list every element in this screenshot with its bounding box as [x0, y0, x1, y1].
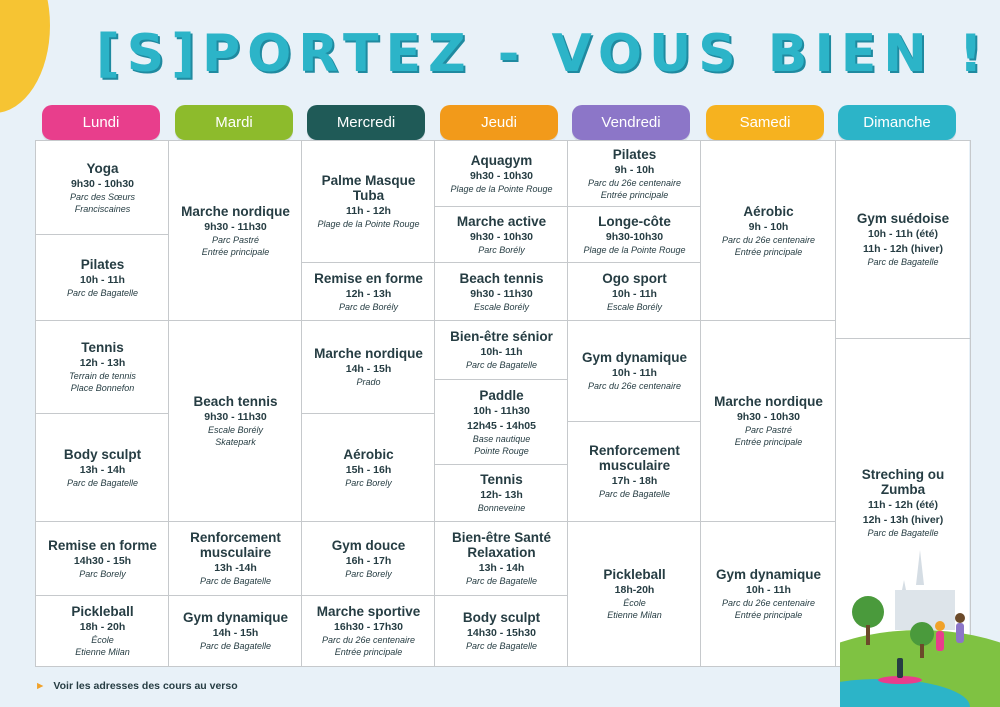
activity-location: Parc du 26e centenaire: [721, 234, 816, 245]
tab-samedi: Samedi: [706, 105, 824, 140]
tab-dimanche: Dimanche: [838, 105, 956, 140]
activity-location: Escale Borély: [473, 301, 530, 312]
tab-mercredi: Mercredi: [307, 105, 425, 140]
column-mercredi: [301, 140, 435, 667]
park-illustration: [840, 527, 1000, 707]
activity-location: Pointe Rouge: [474, 445, 529, 456]
activity-location: Parc des Sœurs: [69, 191, 136, 202]
activity-name: Renforcement musculaire: [190, 530, 281, 560]
activity-cell: [302, 321, 435, 414]
activity-location: Entrée principale: [600, 189, 669, 200]
activity-name: Tennis: [480, 472, 523, 487]
activity-location: Parc du 26e centenaire: [721, 598, 816, 608]
activity-time: 14h30 - 15h30: [467, 627, 536, 639]
activity-name: Yoga: [86, 160, 119, 176]
activity-location: Entrée principale: [734, 610, 803, 620]
schedule-grid: [35, 140, 969, 667]
footer-note: [35, 680, 238, 692]
activity-cell: [568, 321, 701, 422]
activity-time: 9h30-10h30: [605, 230, 664, 243]
activity-location: Parc du 26e centenaire: [587, 177, 682, 188]
activity-time: 10h - 11h: [612, 367, 657, 379]
column-samedi: [700, 140, 836, 667]
activity-cell: [36, 414, 169, 522]
activity-name: Beach tennis: [193, 394, 278, 409]
activity-name: Gym dynamique: [715, 567, 822, 582]
activity-location: Parc de Bagatelle: [465, 360, 538, 370]
activity-location: Parc du 26e centenaire: [587, 381, 682, 391]
activity-name: Aérobic: [343, 446, 394, 462]
page-title: [S]PORTEZ - VOUS BIEN !: [96, 24, 990, 84]
tab-mardi: Mardi: [175, 105, 293, 140]
activity-time: 11h - 12h: [346, 205, 391, 217]
activity-name: Gym dynamique: [182, 610, 289, 625]
activity-location: Entrée principale: [201, 246, 270, 257]
activity-location: Parc Borely: [345, 477, 392, 488]
activity-name: Pilates: [612, 146, 657, 162]
activity-time: 14h - 15h: [345, 363, 392, 375]
activity-cell: [568, 207, 701, 263]
activity-location: Entrée principale: [334, 647, 403, 657]
activity-name: Pickleball: [71, 604, 134, 619]
activity-location: Etienne Milan: [607, 610, 662, 620]
activity-name: Renforcement musculaire: [589, 443, 680, 473]
activity-name: Marche nordique: [314, 346, 423, 361]
activity-name: Pickleball: [603, 567, 666, 582]
activity-time: 12h45 - 14h05: [467, 419, 536, 432]
activity-name: Body sculpt: [462, 610, 541, 625]
column-jeudi: [434, 140, 568, 667]
activity-location: Place Bonnefon: [70, 383, 135, 393]
activity-time: 9h30 - 11h30: [204, 220, 267, 233]
activity-name: Gym dynamique: [581, 350, 688, 365]
activity-name: Streching ou Zumba: [861, 466, 945, 497]
sun-decoration: [0, 0, 50, 113]
activity-name: Bien-être sénior: [450, 329, 553, 344]
activity-cell: [435, 321, 568, 380]
activity-cell: [36, 235, 169, 321]
activity-time: 12h - 13h (hiver): [862, 513, 944, 526]
activity-time: 17h - 18h: [611, 475, 658, 487]
activity-time: 9h30 - 10h30: [736, 411, 801, 423]
activity-time: 13h - 14h: [478, 562, 525, 574]
activity-cell: [568, 263, 701, 321]
activity-location: Entrée principale: [734, 246, 803, 257]
column-lundi: [35, 140, 169, 667]
activity-time: 11h - 12h (été): [867, 498, 939, 511]
activity-name: Marche active: [456, 213, 547, 229]
activity-cell: [36, 140, 169, 235]
activity-cell: [435, 596, 568, 667]
activity-name: Body sculpt: [63, 446, 142, 462]
arrow-right-icon: ►: [35, 680, 46, 692]
activity-cell: [169, 321, 302, 522]
activity-time: 13h - 14h: [79, 463, 126, 476]
activity-cell: [568, 140, 701, 207]
activity-name: Gym suédoise: [856, 211, 950, 226]
activity-time: 10h - 11h: [746, 584, 791, 596]
activity-time: 15h - 16h: [345, 463, 392, 476]
activity-location: Entrée principale: [734, 437, 803, 447]
activity-name: Tennis: [81, 340, 124, 355]
column-mardi: [168, 140, 302, 667]
activity-name: Remise en forme: [314, 270, 423, 286]
activity-cell: [169, 522, 302, 596]
activity-location: Parc de Bagatelle: [867, 257, 939, 267]
activity-name: Longe-côte: [598, 213, 671, 229]
activity-name: Palme Masque Tuba: [321, 173, 416, 203]
activity-time: 11h - 12h (hiver): [863, 243, 943, 255]
activity-location: Parc du 26e centenaire: [321, 635, 416, 645]
activity-location: Parc de Bagatelle: [598, 489, 671, 499]
activity-cell: [435, 207, 568, 263]
activity-cell: [302, 263, 435, 321]
activity-location: Bonneveine: [477, 503, 526, 513]
activity-time: 12h - 13h: [79, 357, 126, 369]
activity-cell: [435, 465, 568, 522]
activity-location: Parc Pastré: [211, 234, 260, 245]
activity-location: Parc Pastré: [744, 425, 793, 435]
activity-time: 9h30 - 10h30: [469, 230, 534, 243]
activity-name: Remise en forme: [48, 537, 157, 553]
activity-location: Parc de Borély: [338, 301, 399, 312]
tab-lundi: Lundi: [42, 105, 160, 140]
activity-cell: [435, 522, 568, 596]
activity-location: Plage de la Pointe Rouge: [583, 244, 686, 255]
activity-time: 9h - 10h: [614, 163, 655, 176]
activity-cell: [701, 321, 836, 522]
activity-cell: [701, 522, 836, 667]
activity-location: Parc de Bagatelle: [199, 641, 272, 651]
activity-time: 10h - 11h (été): [867, 228, 939, 240]
activity-cell: [836, 140, 970, 339]
activity-cell: [568, 522, 701, 667]
activity-time: 16h30 - 17h30: [334, 621, 403, 633]
activity-time: 9h30 - 11h30: [204, 411, 267, 423]
activity-time: 16h - 17h: [345, 554, 392, 567]
activity-cell: [435, 263, 568, 321]
activity-time: 12h- 13h: [480, 489, 523, 501]
activity-time: 9h30 - 10h30: [70, 177, 135, 190]
activity-cell: [36, 321, 169, 414]
activity-location: Parc Borély: [478, 244, 525, 255]
activity-time: 18h-20h: [614, 584, 655, 596]
activity-location: Skatepark: [215, 437, 256, 447]
activity-name: Marche nordique: [181, 203, 290, 219]
activity-location: Parc Borely: [79, 568, 126, 579]
activity-location: Parc de Bagatelle: [199, 576, 272, 586]
activity-cell: [36, 522, 169, 596]
activity-time: 14h30 - 15h: [73, 554, 132, 567]
activity-time: 10h- 11h: [480, 346, 523, 358]
activity-location: Terrain de tennis: [69, 371, 136, 381]
activity-name: Bien-être Santé Relaxation: [451, 530, 552, 560]
activity-cell: [302, 522, 435, 596]
activity-name: Aérobic: [743, 203, 794, 219]
activity-location: École: [91, 635, 114, 645]
activity-time: 18h - 20h: [79, 621, 126, 633]
activity-location: Parc de Bagatelle: [66, 287, 139, 298]
activity-location: Parc de Bagatelle: [465, 576, 538, 586]
activity-location: Escale Borély: [207, 425, 264, 435]
activity-location: Plage de la Pointe Rouge: [450, 183, 553, 194]
footer-text: Voir les adresses des cours au verso: [53, 680, 238, 692]
activity-cell: [169, 596, 302, 667]
activity-time: 12h - 13h: [345, 287, 392, 300]
activity-time: 14h - 15h: [212, 627, 259, 639]
activity-cell: [169, 140, 302, 321]
activity-location: Etienne Milan: [75, 647, 130, 657]
activity-cell: [701, 140, 836, 321]
activity-name: Gym douce: [331, 537, 406, 553]
activity-time: 10h - 11h: [612, 287, 657, 300]
activity-location: École: [623, 598, 646, 608]
activity-name: Marche sportive: [316, 604, 421, 619]
activity-location: Parc Borely: [345, 568, 392, 579]
activity-time: 13h -14h: [214, 562, 257, 574]
activity-name: Marche nordique: [714, 394, 823, 409]
activity-cell: [36, 596, 169, 667]
activity-name: Paddle: [479, 387, 524, 403]
tab-vendredi: Vendredi: [572, 105, 690, 140]
activity-location: Parc de Bagatelle: [867, 527, 939, 538]
activity-name: Aquagym: [470, 152, 533, 168]
activity-location: Parc de Bagatelle: [465, 641, 538, 651]
activity-location: Prado: [356, 377, 381, 387]
activity-cell: [568, 422, 701, 522]
activity-location: Base nautique: [472, 433, 531, 444]
activity-time: 9h30 - 11h30: [470, 287, 533, 300]
activity-location: Escale Borély: [606, 301, 663, 312]
activity-name: Ogo sport: [602, 270, 667, 286]
activity-time: 9h - 10h: [748, 220, 789, 233]
activity-time: 10h - 11h30: [473, 404, 530, 417]
activity-name: Beach tennis: [459, 270, 544, 286]
activity-cell: [302, 414, 435, 522]
activity-location: Parc de Bagatelle: [66, 477, 139, 488]
activity-name: Pilates: [80, 256, 125, 272]
activity-location: Plage de la Pointe Rouge: [317, 219, 420, 229]
activity-time: 10h - 11h: [80, 273, 125, 286]
activity-cell: [302, 596, 435, 667]
activity-cell: [302, 140, 435, 263]
activity-location: Franciscaines: [74, 203, 131, 214]
activity-time: 9h30 - 10h30: [469, 169, 534, 182]
column-vendredi: [567, 140, 701, 667]
activity-cell: [435, 140, 568, 207]
activity-cell: [435, 380, 568, 465]
tab-jeudi: Jeudi: [440, 105, 558, 140]
